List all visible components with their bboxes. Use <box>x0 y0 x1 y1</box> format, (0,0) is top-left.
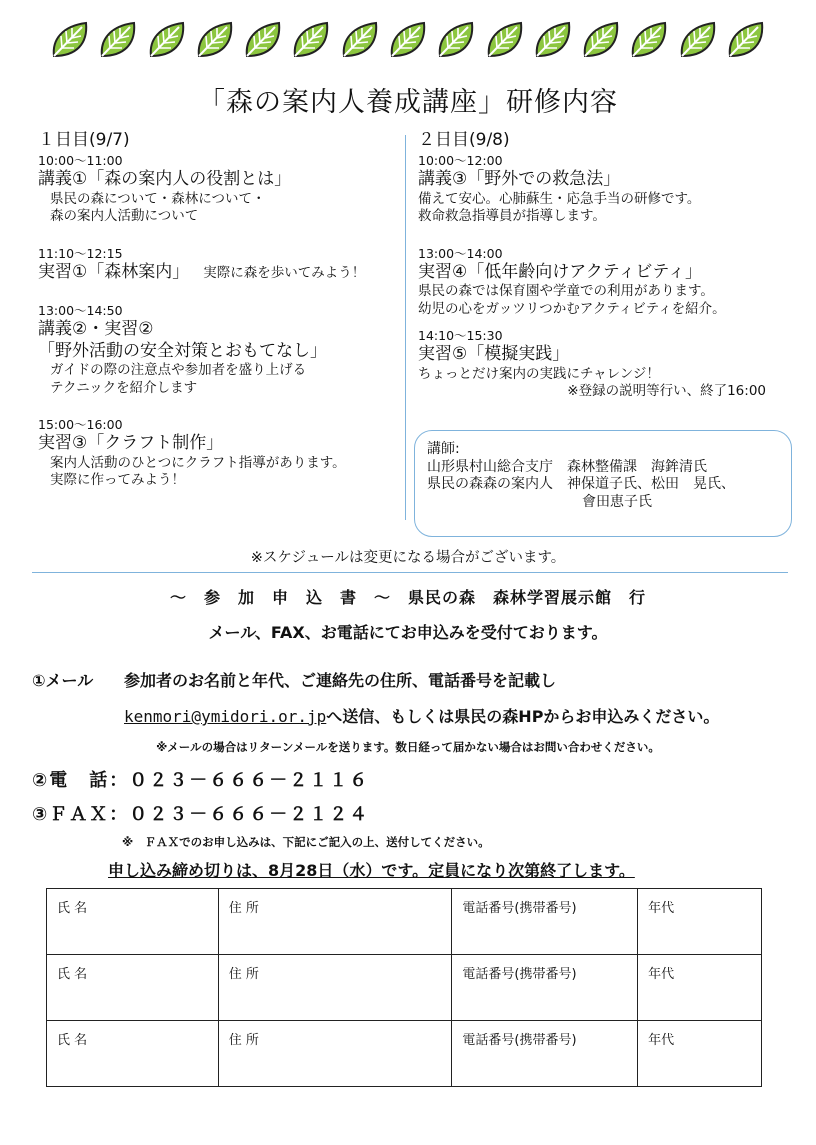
section-divider <box>32 572 788 573</box>
session-heading: 実習①「森林案内」 <box>38 261 190 282</box>
name-cell[interactable]: 氏 名 <box>47 955 219 1021</box>
lecturer-line: 県民の森森の案内人 神保道子氏、松田 晃氏、 <box>427 476 735 492</box>
session-heading: 実習⑤「模擬実践」 <box>418 344 570 365</box>
leaf-icon <box>386 18 430 62</box>
mail-text-2: へ送信、もしくは県民の森HPからお申込みください。 <box>326 707 720 726</box>
session-time: 10:00〜11:00 <box>38 153 123 169</box>
mail-text: 参加者のお名前と年代、ご連絡先の住所、電話番号を記載し <box>124 671 557 690</box>
session-desc: ガイドの際の注意点や参加者を盛り上げる <box>50 362 307 379</box>
session-heading-2: 「野外活動の安全対策とおもてなし」 <box>38 340 327 361</box>
day1-column <box>38 130 403 490</box>
lecturer-label: 講師: <box>427 441 460 457</box>
deadline-note: 申し込み締め切りは、8月28日（水）です。定員になり次第終了します。 <box>108 861 635 880</box>
phone-cell[interactable]: 電話番号(携帯番号) <box>452 1021 638 1087</box>
session-desc: 県民の森では保育園や学童での利用があります。 <box>418 283 714 300</box>
leaf-icon <box>338 18 382 62</box>
mail-label: ①メール <box>32 671 94 690</box>
day1-label: １日目(9/7) <box>38 130 130 150</box>
session-time: 10:00〜12:00 <box>418 153 503 169</box>
phone-cell[interactable]: 電話番号(携帯番号) <box>452 889 638 955</box>
session-desc: 実際に作ってみよう！ <box>50 472 185 489</box>
session-heading-row <box>38 262 403 282</box>
form-title: 〜 参 加 申 込 書 〜 県民の森 森林学習展示館 行 <box>169 588 646 607</box>
address-cell[interactable]: 住 所 <box>218 1021 452 1087</box>
fax-number: ③ＦＡＸ：０２３－６６６－２１２４ <box>32 804 370 825</box>
leaf-icon <box>627 18 671 62</box>
leaf-icon <box>483 18 527 62</box>
session-heading: 実習③「クラフト制作」 <box>38 433 224 454</box>
session-time: 15:00〜16:00 <box>38 417 123 433</box>
leaf-icon <box>241 18 285 62</box>
phone-cell[interactable]: 電話番号(携帯番号) <box>452 955 638 1021</box>
session-desc: 備えて安心。心肺蘇生・応急手当の研修です。 <box>418 190 701 207</box>
day2-label: ２日目(9/8) <box>418 130 510 150</box>
session-time: 13:00〜14:50 <box>38 303 123 319</box>
session-note: 実際に森を歩いてみよう！ <box>203 264 366 281</box>
session-desc: 救命救急指導員が指導します。 <box>418 208 606 225</box>
leaf-icon <box>145 18 189 62</box>
session-desc: ちょっとだけ案内の実践にチャレンジ！ <box>418 365 660 382</box>
page-title: 「森の案内人養成講座」研修内容 <box>198 87 618 118</box>
mail-instruction-2 <box>124 704 719 727</box>
address-cell[interactable]: 住 所 <box>218 955 452 1021</box>
session-heading: 実習④「低年齢向けアクティビティ」 <box>418 261 703 282</box>
form-subtitle: メール、FAX、お電話にてお申込みを受付ております。 <box>208 623 608 642</box>
lecturer-box <box>414 430 792 537</box>
mail-note: ※メールの場合はリターンメールを送ります。数日経って届かない場合はお問い合わせください。 <box>156 740 660 754</box>
leaf-icon <box>434 18 478 62</box>
leaf-row <box>48 18 768 64</box>
session-heading: 講義③「野外での救急法」 <box>418 169 621 190</box>
age-cell[interactable]: 年代 <box>638 889 762 955</box>
leaf-icon <box>676 18 720 62</box>
table-row <box>47 1021 762 1087</box>
age-cell[interactable]: 年代 <box>638 955 762 1021</box>
age-cell[interactable]: 年代 <box>638 1021 762 1087</box>
leaf-icon <box>96 18 140 62</box>
name-cell[interactable]: 氏 名 <box>47 889 219 955</box>
leaf-icon <box>289 18 333 62</box>
mail-address-link[interactable]: kenmori@ymidori.or.jp <box>124 707 327 726</box>
leaf-icon <box>579 18 623 62</box>
leaf-icon <box>193 18 237 62</box>
session-desc: 県民の森について・森林について・ <box>50 190 266 207</box>
session-desc: 案内人活動のひとつにクラフト指導があります。 <box>50 454 346 471</box>
session-desc: 森の案内人活動について <box>50 208 199 225</box>
leaf-icon <box>531 18 575 62</box>
column-divider <box>405 135 406 520</box>
mail-instruction <box>32 668 556 691</box>
schedule-note: ※スケジュールは変更になる場合がございます。 <box>250 550 566 566</box>
lecturer-line: 會田恵子氏 <box>582 493 652 510</box>
fax-note: ※ ＦＡＸでのお申し込みは、下記にご記入の上、送付してください。 <box>122 835 490 849</box>
leaf-icon <box>724 18 768 62</box>
session-note: ※登録の説明等行い、終了16:00 <box>567 383 766 400</box>
session-heading: 講義②・実習② <box>38 319 154 340</box>
session-desc: 幼児の心をガッツリつかむアクティビティを紹介。 <box>418 300 726 317</box>
session-time: 13:00〜14:00 <box>418 245 503 261</box>
phone-number: ②電 話：０２３－６６６－２１１６ <box>32 770 370 791</box>
session-desc: テクニックを紹介します <box>50 379 198 396</box>
lecturer-line: 山形県村山総合支庁 森林整備課 海鉾清氏 <box>427 458 707 475</box>
name-cell[interactable]: 氏 名 <box>47 1021 219 1087</box>
session-time: 11:10〜12:15 <box>38 245 123 261</box>
leaf-icon <box>48 18 92 62</box>
table-row <box>47 955 762 1021</box>
day2-column <box>418 130 788 401</box>
session-heading: 講義①「森の案内人の役割とは」 <box>38 169 292 190</box>
session-time: 14:10〜15:30 <box>418 328 503 344</box>
table-row <box>47 889 762 955</box>
address-cell[interactable]: 住 所 <box>218 889 452 955</box>
application-table <box>46 888 762 1087</box>
